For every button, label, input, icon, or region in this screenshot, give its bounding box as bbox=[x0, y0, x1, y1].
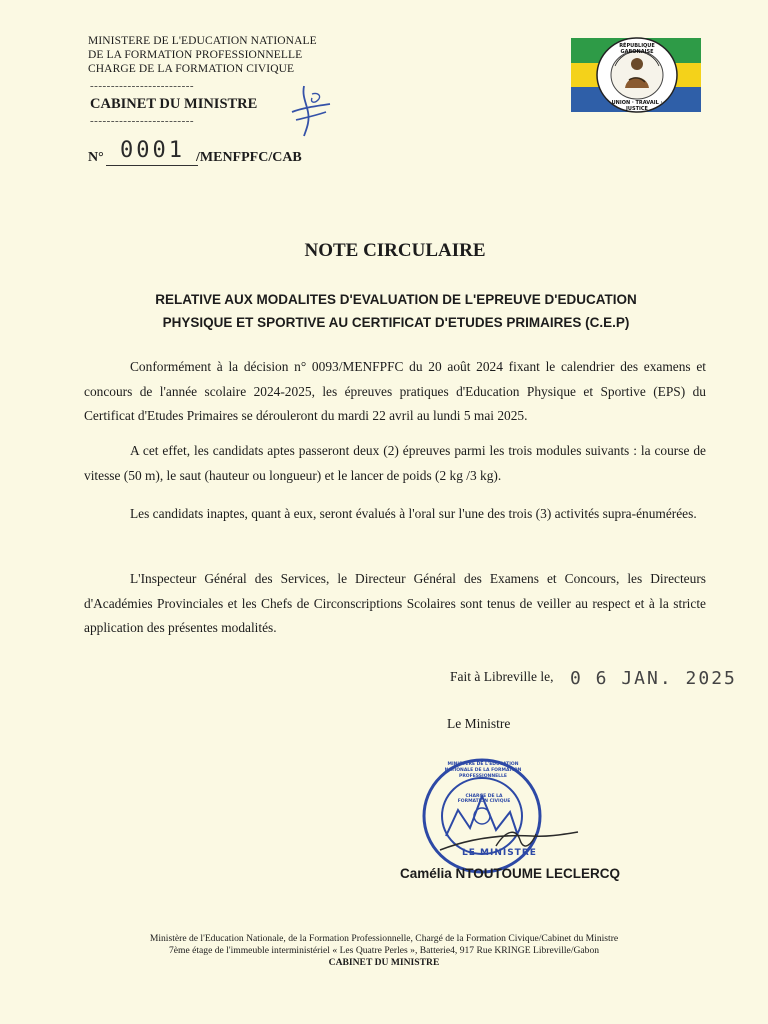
paragraph-3-text: Les candidats inaptes, quant à eux, seront évalués à l'oral sur l'une des trois (3) activités supra-énumérées. bbox=[130, 506, 697, 521]
header-divider-top: ------------------------- bbox=[90, 80, 195, 92]
header-line-2: DE LA FORMATION PROFESSIONNELLE bbox=[88, 49, 303, 61]
signature-role: Le Ministre bbox=[447, 716, 511, 731]
handwritten-initials bbox=[282, 82, 338, 140]
subtitle-line-1: RELATIVE AUX MODALITES D'EVALUATION DE L'EPREUVE D'EDUCATION bbox=[155, 292, 637, 307]
paragraph-2-text: A cet effet, les candidats aptes passeront deux (2) épreuves parmi les trois modules suivants : la course de vitesse (50 m), le saut (hauteur ou longueur) et le lancer de poids (2 kg /3 kg). bbox=[84, 443, 706, 483]
header-line-3: CHARGE DE LA FORMATION CIVIQUE bbox=[88, 63, 295, 75]
ref-underline bbox=[106, 165, 198, 166]
handwritten-signature bbox=[436, 820, 586, 860]
seal-bottom-text: LE MINISTRE bbox=[462, 848, 537, 858]
signature-date-stamp: 0 6 JAN. 2025 bbox=[570, 668, 737, 689]
paragraph-1-text: Conformément à la décision n° 0093/MENFPFC du 20 août 2024 fixant le calendrier des examens et concours de l'année scolaire 2024-2025, les épreuves pratiques d'Education Physique et Sportive (EPS) du Certificat d'Etudes Primaires se dérouleront du mardi 22 avril au lundi 5 mai 2025. bbox=[84, 359, 706, 423]
signatory-name: Camélia NTOUTOUME LECLERCQ bbox=[400, 866, 621, 881]
cabinet-label: CABINET DU MINISTRE bbox=[90, 96, 258, 112]
ref-stamped-number: 0001 bbox=[120, 138, 185, 163]
ref-suffix: /MENFPFC/CAB bbox=[196, 150, 302, 165]
paragraph-2 bbox=[84, 439, 706, 488]
document-title: NOTE CIRCULAIRE bbox=[304, 240, 486, 261]
paragraph-4 bbox=[84, 567, 706, 641]
subtitle-line-2: PHYSIQUE ET SPORTIVE AU CERTIFICAT D'ETUDES PRIMAIRES (C.E.P) bbox=[162, 315, 630, 330]
paragraph-1 bbox=[84, 355, 706, 429]
emblem-bottom-text: UNION · TRAVAIL · JUSTICE bbox=[611, 100, 663, 112]
footer-line-1: Ministère de l'Education Nationale, de la Formation Professionnelle, Chargé de la Formation Civique/Cabinet du Ministre bbox=[149, 933, 619, 944]
footer-line-2: 7ème étage de l'immeuble interministériel « Les Quatre Perles », Batterie4, 917 Rue KRINGE Libreville/Gabon bbox=[168, 945, 600, 956]
page-footer bbox=[0, 933, 768, 969]
ref-prefix: N° bbox=[88, 150, 104, 165]
signature-place: Fait à Libreville le, bbox=[450, 669, 554, 684]
seal-inner-text: CHARGE DE LA FORMATION CIVIQUE bbox=[457, 794, 511, 804]
footer-line-3: CABINET DU MINISTRE bbox=[328, 957, 440, 968]
header-line-1: MINISTERE DE L'EDUCATION NATIONALE bbox=[88, 35, 317, 47]
document-subtitle bbox=[84, 288, 708, 334]
paragraph-4-text: L'Inspecteur Général des Services, le Directeur Général des Examens et Concours, les Directeurs d'Académies Provinciales et les Chefs de Circonscriptions Scolaires sont tenus de veiller au respect et à la stricte application des présentes modalités. bbox=[84, 571, 706, 635]
paragraph-3 bbox=[84, 502, 706, 527]
seal-ring-text: MINISTERE DE L'EDUCATION NATIONALE DE LA FORMATION PROFESSIONNELLE bbox=[444, 762, 522, 779]
reference-number bbox=[88, 138, 328, 168]
header-divider-bottom: ------------------------- bbox=[90, 115, 195, 127]
gabon-flag-emblem bbox=[571, 38, 701, 112]
ministry-header bbox=[88, 34, 317, 76]
emblem-top-text: RÉPUBLIQUE GABONAISE bbox=[619, 43, 655, 55]
